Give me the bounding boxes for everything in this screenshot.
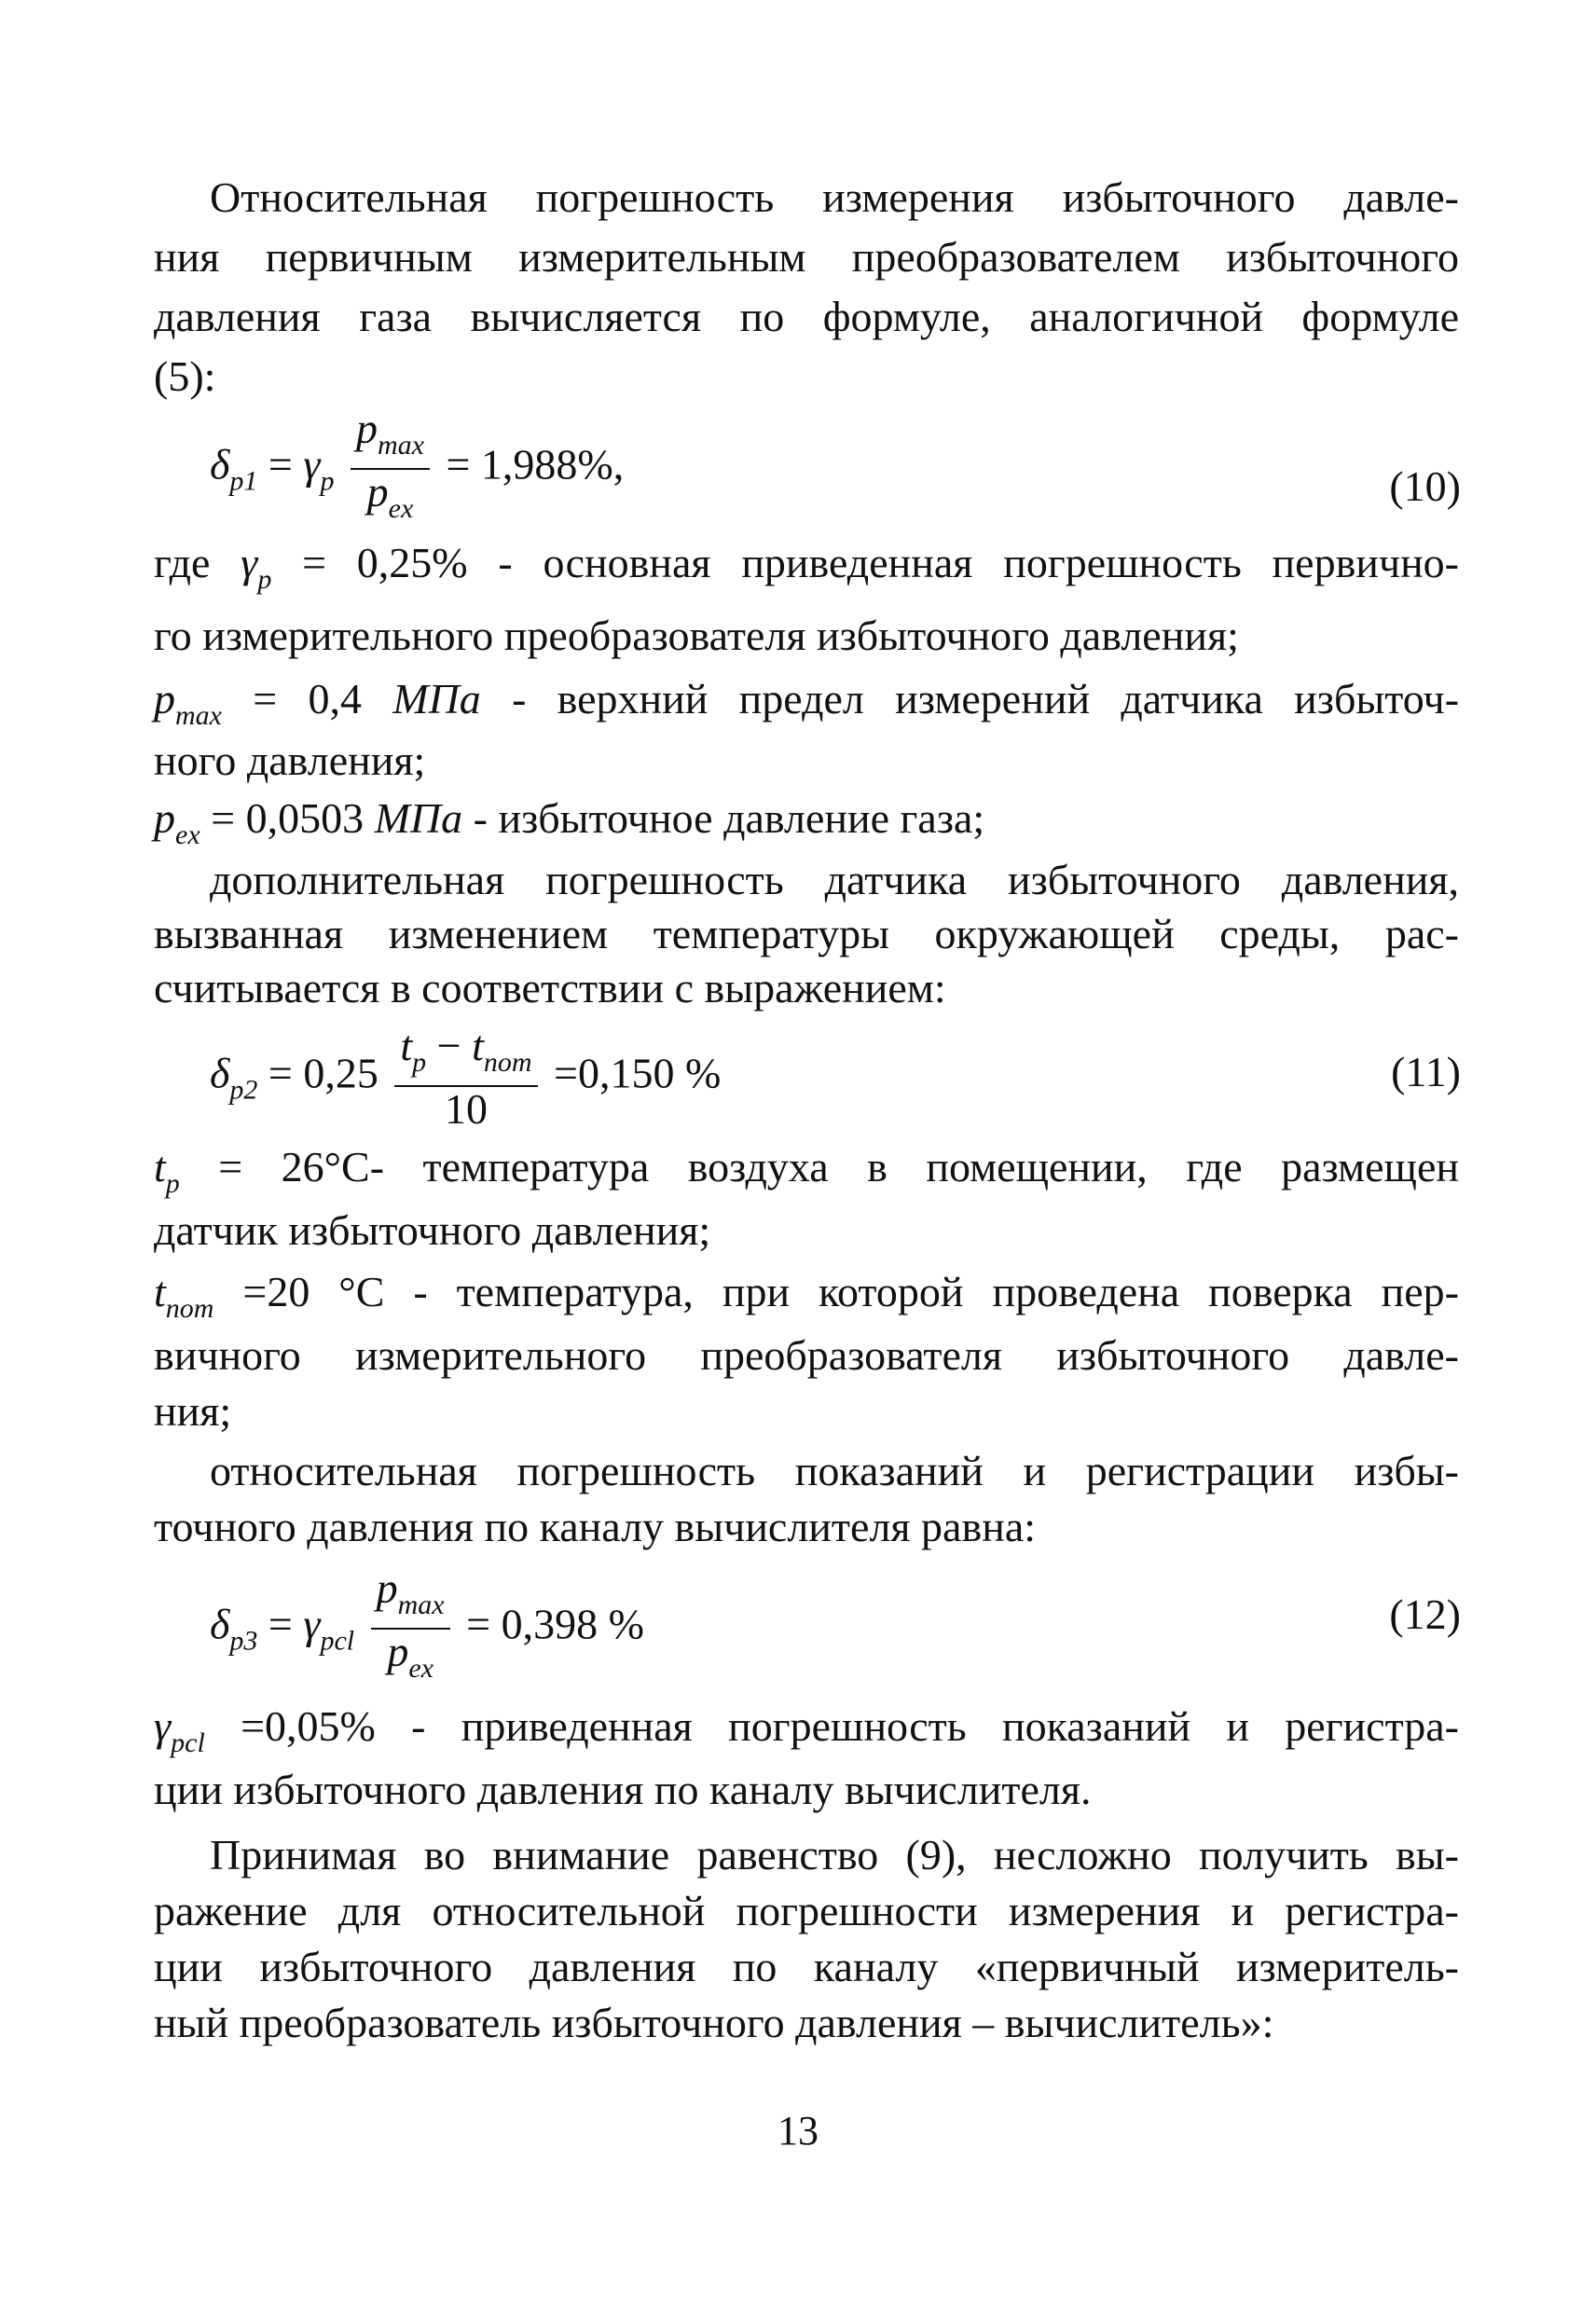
def-pex-unit: МПа [374, 794, 463, 842]
eq10-gamma-sub: p [320, 465, 335, 497]
def-tnom-symbol: t [154, 1268, 166, 1315]
eq12-number: (12) [1389, 1590, 1461, 1638]
equation-10 [210, 406, 624, 531]
eq12-num-sub: max [397, 1590, 445, 1620]
paragraph-1-line-4: (5): [154, 352, 216, 400]
eq11-numerator [394, 1024, 537, 1085]
eq11-num-b: t [472, 1022, 484, 1069]
def-gamma-pcl-sub: pcl [171, 1727, 205, 1758]
def-gamma-pcl-line-2: ции избыточного давления по каналу вычислителя. [154, 1766, 1092, 1813]
def-pex-value: = 0,0503 [211, 794, 365, 842]
eq10-denominator [351, 468, 430, 531]
eq12-gamma: γ [303, 1600, 321, 1648]
def-pex-text: - избыточное давление газа; [462, 794, 985, 842]
eq10-den-sub: ex [388, 493, 414, 524]
def-pex-sub: ex [175, 819, 200, 850]
eq12-result: = 0,398 % [466, 1600, 644, 1648]
def-tp-symbol: t [154, 1143, 166, 1190]
page-number: 13 [777, 2108, 819, 2154]
eq11-coefficient: = 0,25 [268, 1049, 378, 1097]
def-pmax-line-2: ного давления; [154, 736, 426, 784]
def-gamma-p-line-1 [154, 535, 1459, 608]
eq11-denominator: 10 [394, 1085, 537, 1132]
paragraph-2-line-2: вызванная изменением температуры окружающей среды, рас- [154, 910, 1459, 957]
eq10-numerator [351, 406, 430, 468]
eq10-den-symbol: p [366, 468, 389, 516]
def-gamma-p-line-2: го измерительного преобразователя избыточного давления; [154, 612, 1239, 659]
def-gamma-pcl-symbol: γ [154, 1702, 172, 1750]
eq12-numerator [371, 1566, 450, 1628]
def-tnom-text: - температура, при которой проведена поверка пер- [384, 1268, 1460, 1315]
eq10-lhs: δ [210, 440, 230, 489]
paragraph-1-line-1: Относительная погрешность измерения избыточного давле- [210, 173, 1459, 221]
def-pmax-text: - верхний предел измерений датчика избыточ- [480, 675, 1460, 722]
def-gamma-pcl-line-1 [154, 1699, 1459, 1771]
paragraph-4-line-4: ный преобразователь избыточного давления – вычислитель»: [154, 1999, 1274, 2046]
def-tp-value: = 26°C [218, 1143, 370, 1190]
def-gamma-pcl-text: - приведенная погрешность показаний и регистра- [375, 1702, 1459, 1750]
def-gamma-p-value: = 0,25% [302, 539, 468, 586]
def-pmax-value: = 0,4 [253, 675, 362, 722]
eq12-fraction [371, 1566, 450, 1691]
paragraph-2-line-1: дополнительная погрешность датчика избыточного давления, [210, 856, 1459, 903]
def-pmax-unit: МПа [392, 675, 481, 722]
paragraph-3-line-1: относительная погрешность показаний и регистрации избы- [210, 1447, 1459, 1494]
def-tnom-value: =20 °C [242, 1268, 385, 1315]
def-pmax-symbol: p [154, 675, 175, 722]
def-gamma-p-prefix: где [154, 539, 211, 586]
def-tnom-line-2: вичного измерительного преобразователя избыточного давле- [154, 1331, 1459, 1379]
eq12-denominator [371, 1628, 450, 1691]
eq10-equals: = [268, 440, 293, 489]
paragraph-3-line-2: точного давления по каналу вычислителя равна: [154, 1503, 1037, 1550]
eq12-lhs: δ [210, 1600, 230, 1648]
eq10-num-symbol: p [355, 405, 378, 452]
eq10-result: = 1,988%, [446, 440, 625, 489]
eq11-num-a: t [400, 1022, 413, 1069]
eq11-num-a-sub: p [412, 1047, 427, 1078]
def-tp-line-2: датчик избыточного давления; [154, 1206, 711, 1254]
def-pex-symbol: p [154, 794, 175, 842]
paragraph-4-line-3: ции избыточного давления по каналу «первичный измеритель- [154, 1943, 1459, 1990]
eq11-number: (11) [1391, 1048, 1461, 1095]
eq12-num-symbol: p [376, 1564, 398, 1612]
def-tnom-sub: nom [165, 1293, 214, 1324]
equation-12 [210, 1566, 644, 1691]
def-gamma-p-symbol: γ [241, 539, 258, 586]
eq11-result: =0,150 % [554, 1049, 722, 1097]
eq10-num-sub: max [377, 430, 424, 461]
paragraph-4-line-1: Принимая во внимание равенство (9), несложно получить вы- [210, 1831, 1459, 1878]
eq11-minus: − [426, 1022, 473, 1069]
eq12-den-symbol: p [387, 1628, 409, 1675]
eq12-gamma-sub: pcl [320, 1625, 355, 1657]
eq10-number: (10) [1389, 462, 1461, 510]
def-gamma-p-sub: p [257, 564, 272, 595]
paragraph-1-line-2: ния первичным измерительным преобразователем избыточного [154, 233, 1459, 281]
eq10-lhs-sub: p1 [229, 465, 258, 497]
eq12-equals: = [268, 1600, 293, 1648]
def-tnom-line-3: ния; [154, 1387, 232, 1435]
eq12-lhs-sub: p3 [229, 1625, 258, 1657]
equation-11 [210, 1024, 721, 1132]
eq10-fraction [351, 406, 430, 531]
paragraph-1-line-3: давления газа вычисляется по формуле, аналогичной формуле [154, 293, 1459, 340]
eq11-num-b-sub: nom [483, 1047, 532, 1078]
def-pmax-sub: max [175, 700, 222, 731]
def-gamma-p-text: - основная приведенная погрешность первично- [467, 539, 1459, 586]
eq11-lhs-sub: p2 [229, 1074, 258, 1106]
eq12-den-sub: ex [408, 1653, 433, 1684]
def-tp-text: - температура воздуха в помещении, где размещен [369, 1143, 1459, 1190]
eq10-gamma: γ [303, 440, 321, 489]
def-tp-sub: p [165, 1168, 180, 1199]
paragraph-4-line-2: ражение для относительной погрешности измерения и регистра- [154, 1887, 1459, 1934]
eq11-lhs: δ [210, 1049, 230, 1097]
def-gamma-pcl-value: =0,05% [241, 1702, 376, 1750]
eq11-fraction [394, 1024, 537, 1132]
def-tnom-line-1 [154, 1264, 1459, 1337]
def-tp-line-1 [154, 1139, 1459, 1212]
paragraph-2-line-3: считывается в соответствии с выражением: [154, 964, 946, 1012]
